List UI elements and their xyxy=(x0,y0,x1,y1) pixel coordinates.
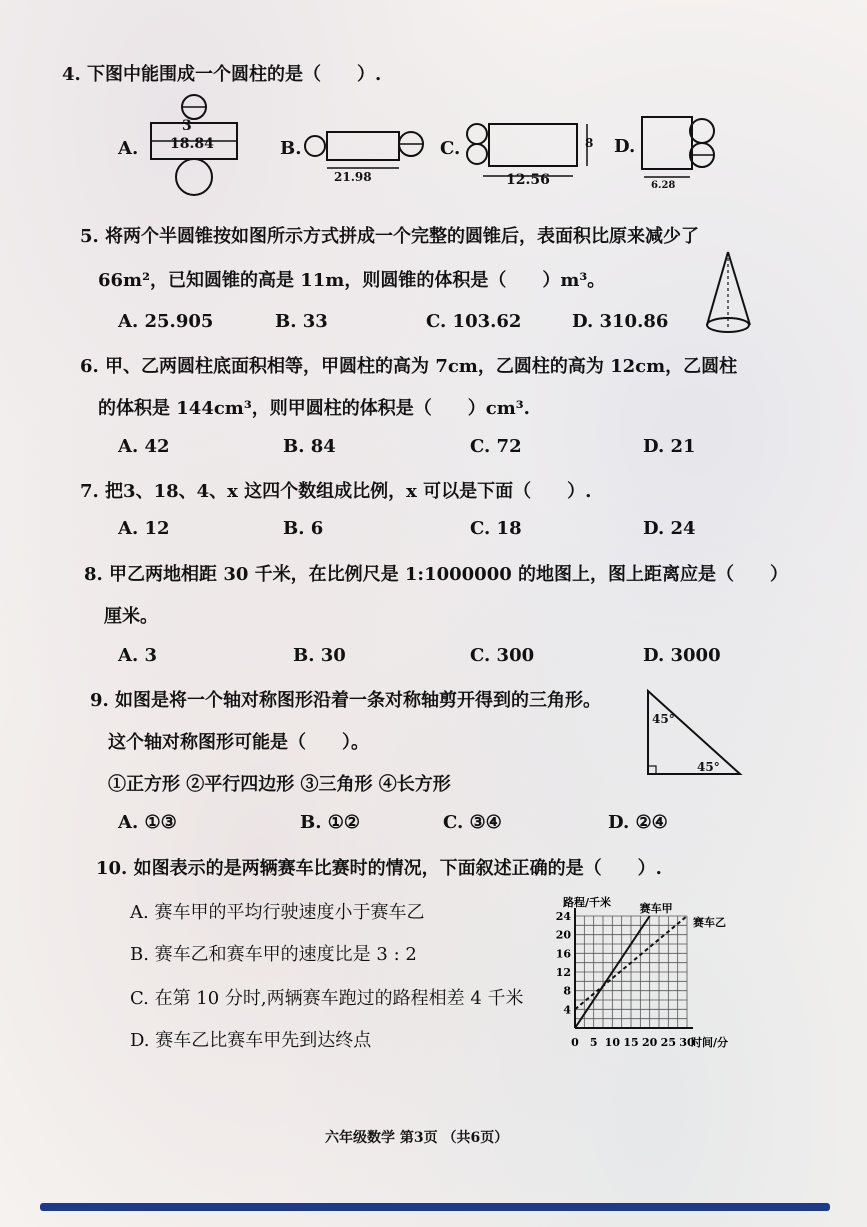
q9-option-b: B. ①② xyxy=(300,812,361,833)
q10-line1: 10. 如图表示的是两辆赛车比赛时的情况，下面叙述正确的是（ ）. xyxy=(96,858,662,879)
y-tick-label: 16 xyxy=(555,947,571,961)
q6-line2: 的体积是 144cm³，则甲圆柱的体积是（ ）cm³. xyxy=(98,398,530,419)
angle-label-top: 45° xyxy=(652,712,675,726)
q6-line1: 6. 甲、乙两圆柱底面积相等，甲圆柱的高为 7cm，乙圆柱的高为 12cm，乙圆柱 xyxy=(80,356,738,377)
q8-option-b: B. 30 xyxy=(293,645,346,666)
q8-line1: 8. 甲乙两地相距 30 千米，在比例尺是 1:1000000 的地图上，图上距离应是（ ） xyxy=(84,564,789,585)
q9-option-d: D. ②④ xyxy=(608,812,668,833)
q8-line2: 厘米。 xyxy=(104,606,158,627)
q4-option-a-label: A. xyxy=(118,138,139,159)
q10-option-c: C. 在第 10 分时,两辆赛车跑过的路程相差 4 千米 xyxy=(130,988,524,1009)
q8-option-d: D. 3000 xyxy=(643,645,721,666)
q4-d-width: 6.28 xyxy=(651,180,676,191)
y-tick-label: 4 xyxy=(563,1003,571,1017)
q5-option-c: C. 103.62 xyxy=(426,311,522,332)
q7-option-a: A. 12 xyxy=(118,518,170,539)
q7-line1: 7. 把3、18、4、x 这四个数组成比例，x 可以是下面（ ）. xyxy=(80,481,592,502)
x-tick-label: 5 xyxy=(589,1036,598,1049)
q4-option-d-label: D. xyxy=(614,136,636,157)
q6-option-b: B. 84 xyxy=(283,436,336,457)
q9-line1: 9. 如图是将一个轴对称图形沿着一条对称轴剪开得到的三角形。 xyxy=(90,690,602,711)
q5-option-d: D. 310.86 xyxy=(572,311,669,332)
y-axis-label: 路程/千米 xyxy=(563,896,612,909)
x-tick-label: 25 xyxy=(660,1036,676,1049)
x-tick-label: 0 xyxy=(571,1036,579,1049)
angle-label-right: 45° xyxy=(697,760,720,774)
q10-option-a: A. 赛车甲的平均行驶速度小于赛车乙 xyxy=(130,902,425,923)
race-car-chart xyxy=(545,888,775,1058)
q8-option-a: A. 3 xyxy=(118,645,158,666)
q10-option-d: D. 赛车乙比赛车甲先到达终点 xyxy=(130,1030,372,1051)
q6-option-d: D. 21 xyxy=(643,436,696,457)
q5-line2: 66m²，已知圆锥的高是 11m，则圆锥的体积是（ ）m³。 xyxy=(98,270,606,291)
q10-option-b: B. 赛车乙和赛车甲的速度比是 3 : 2 xyxy=(130,944,417,965)
q9-choices: ①正方形 ②平行四边形 ③三角形 ④长方形 xyxy=(108,774,451,795)
page-edge xyxy=(40,1203,830,1211)
y-tick-label: 20 xyxy=(555,928,571,942)
q4-c-width: 12.56 xyxy=(506,172,550,188)
q4-option-b-label: B. xyxy=(280,138,302,159)
q7-option-d: D. 24 xyxy=(643,518,696,539)
y-tick-label: 12 xyxy=(555,966,571,979)
q5-option-a: A. 25.905 xyxy=(118,311,214,332)
q4-b-width: 21.98 xyxy=(334,170,372,184)
series-label-car-b: 赛车乙 xyxy=(693,916,726,929)
q4-a-rect-label: 18.84 xyxy=(170,136,214,152)
cone-figure xyxy=(704,250,754,340)
x-tick-label: 20 xyxy=(642,1036,658,1049)
q4-stem: 4. 下图中能围成一个圆柱的是（ ）. xyxy=(62,64,382,85)
x-tick-label: 15 xyxy=(623,1036,639,1049)
q6-option-a: A. 42 xyxy=(118,436,170,457)
q7-option-b: B. 6 xyxy=(283,518,324,539)
q4-figure-d xyxy=(640,113,720,188)
series-label-car-a: 赛车甲 xyxy=(639,902,673,915)
triangle-figure xyxy=(645,688,745,780)
x-axis-label: 时间/分 xyxy=(691,1036,729,1049)
q9-option-a: A. ①③ xyxy=(118,812,177,833)
q8-option-c: C. 300 xyxy=(470,645,535,666)
x-tick-label: 30 xyxy=(679,1036,695,1049)
q9-line2: 这个轴对称图形可能是（ ）。 xyxy=(108,732,369,753)
q7-option-c: C. 18 xyxy=(470,518,522,539)
q6-option-c: C. 72 xyxy=(470,436,522,457)
y-tick-label: 24 xyxy=(555,910,571,923)
q5-line1: 5. 将两个半圆锥按如图所示方式拼成一个完整的圆锥后，表面积比原来减少了 xyxy=(80,226,700,247)
q5-option-b: B. 33 xyxy=(275,311,328,332)
q9-option-c: C. ③④ xyxy=(443,812,502,833)
q4-c-height: 8 xyxy=(585,136,594,150)
q4-a-circle-label: 3 xyxy=(182,118,192,134)
page-footer: 六年级数学 第3页 （共6页） xyxy=(325,1130,509,1146)
q4-option-c-label: C. xyxy=(440,138,461,159)
y-tick-label: 8 xyxy=(563,984,571,998)
x-tick-label: 10 xyxy=(604,1036,620,1049)
